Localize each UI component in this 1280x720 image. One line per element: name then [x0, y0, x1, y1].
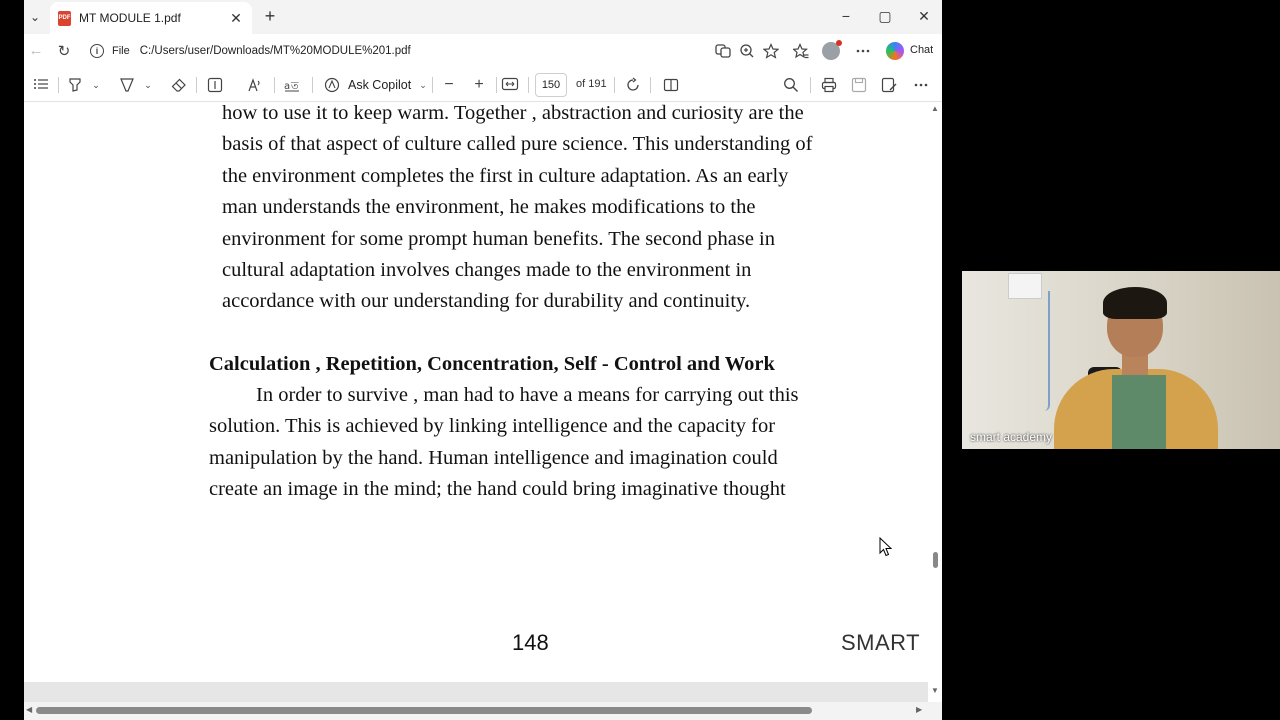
zoom-in-icon[interactable]: + — [474, 76, 484, 93]
paragraph-line: basis of that aspect of culture called pure science. This understanding of — [222, 133, 813, 155]
url-field[interactable] — [84, 39, 496, 63]
paragraph-line: manipulation by the hand. Human intelligence and imagination could — [209, 447, 778, 469]
eraser-icon[interactable] — [170, 77, 188, 93]
close-window-button[interactable]: ✕ — [918, 8, 930, 24]
more-tools-icon[interactable] — [912, 77, 930, 93]
scroll-right-icon[interactable]: ▶ — [916, 705, 923, 714]
paragraph-line: In order to survive , man had to have a means for carrying out this — [256, 384, 799, 406]
tab-actions-menu-icon[interactable]: ⌄ — [29, 10, 41, 24]
page-count-label: of 191 — [576, 78, 607, 90]
rotate-icon[interactable] — [624, 77, 642, 93]
zoom-out-icon[interactable]: − — [444, 76, 454, 93]
search-icon[interactable] — [782, 77, 800, 93]
vertical-scroll-thumb[interactable] — [933, 552, 938, 568]
footer-watermark: SMART — [841, 630, 921, 655]
save-icon[interactable] — [850, 77, 868, 93]
print-icon[interactable] — [820, 77, 838, 93]
mouse-cursor-icon — [879, 537, 893, 557]
translate-page-icon[interactable] — [282, 77, 302, 93]
favorites-icon[interactable] — [792, 43, 810, 62]
browser-window — [24, 0, 942, 720]
chevron-down-icon[interactable]: ⌄ — [144, 80, 152, 90]
reload-button[interactable]: ↻ — [57, 43, 71, 60]
video-switchboard — [1008, 273, 1042, 299]
webcam-video-tile — [962, 271, 1280, 449]
chevron-down-icon[interactable]: ⌄ — [92, 80, 100, 90]
copilot-icon[interactable] — [886, 42, 904, 60]
page-gap — [24, 682, 928, 704]
ask-copilot-button[interactable] — [324, 76, 427, 94]
fit-width-icon[interactable] — [500, 77, 520, 93]
tab-title: MT MODULE 1.pdf — [79, 11, 181, 25]
horizontal-scrollbar[interactable] — [24, 702, 942, 720]
maximize-button[interactable]: ▢ — [878, 8, 892, 24]
video-cable — [1044, 291, 1050, 411]
favorite-star-icon[interactable] — [762, 43, 780, 62]
more-options-icon[interactable] — [854, 43, 872, 62]
paragraph-line: accordance with our understanding for durability and continuity. — [222, 290, 751, 312]
horizontal-scroll-thumb[interactable] — [36, 707, 812, 714]
draw-icon[interactable] — [118, 77, 136, 93]
add-text-icon[interactable] — [206, 77, 224, 93]
chat-button-label[interactable]: Chat — [910, 44, 934, 56]
save-as-icon[interactable] — [880, 77, 898, 93]
section-heading: Calculation , Repetition, Concentration, Self - Control and Work — [209, 353, 775, 375]
back-button[interactable]: ← — [28, 42, 44, 59]
scroll-up-icon[interactable]: ▲ — [931, 104, 939, 113]
vertical-scrollbar[interactable] — [928, 102, 942, 702]
page-number-input[interactable]: 150 — [535, 73, 567, 97]
paragraph-line: cultural adaptation involves changes made to the environment in — [222, 259, 752, 281]
participant-name: smart academy — [970, 430, 1053, 444]
paragraph-line: environment for some prompt human benefits. The second phase in — [222, 228, 775, 250]
chevron-down-icon: ⌄ — [419, 79, 427, 90]
svg-text:ত: ত — [291, 81, 299, 92]
page-footer-number: 148 — [512, 630, 549, 655]
tab-pdf[interactable] — [50, 2, 252, 34]
url-text[interactable]: C:/Users/user/Downloads/MT%20MODULE%201.pdf — [139, 45, 411, 57]
read-aloud-icon[interactable] — [246, 77, 264, 93]
paragraph-line: create an image in the mind; the hand could bring imaginative thought — [209, 478, 786, 500]
minimize-button[interactable]: − — [841, 8, 851, 24]
paragraph-line: solution. This is achieved by linking intelligence and the capacity for — [209, 415, 776, 437]
svg-text:a: a — [284, 81, 291, 92]
notification-dot — [836, 40, 842, 46]
paragraph-line: the environment completes the first in culture adaptation. As an early — [222, 165, 789, 187]
highlight-icon[interactable] — [66, 77, 84, 93]
video-person-hair — [1103, 287, 1167, 319]
page-view-icon[interactable] — [662, 77, 680, 93]
contents-list-icon[interactable] — [32, 77, 50, 93]
translate-icon[interactable] — [714, 43, 732, 62]
pdf-toolbar — [24, 68, 942, 102]
scroll-left-icon[interactable]: ◀ — [26, 705, 33, 714]
scroll-down-icon[interactable]: ▼ — [931, 686, 939, 695]
copilot-outline-icon — [324, 77, 340, 93]
url-scheme-label: File — [112, 45, 130, 57]
tab-bar — [24, 0, 942, 34]
close-tab-icon[interactable]: ✕ — [230, 9, 242, 26]
pdf-page-view[interactable] — [24, 102, 942, 704]
site-info-icon[interactable]: i — [90, 44, 104, 58]
address-bar — [24, 34, 942, 68]
ask-copilot-label: Ask Copilot — [348, 78, 412, 92]
zoom-icon[interactable] — [738, 43, 756, 62]
paragraph-line: man understands the environment, he makes modifications to the — [222, 196, 756, 218]
pdf-file-icon: PDF — [58, 11, 71, 26]
paragraph-line: how to use it to keep warm. Together , abstraction and curiosity are the — [222, 102, 804, 124]
new-tab-button[interactable]: + — [264, 6, 276, 26]
video-person-shirt — [1112, 375, 1166, 449]
